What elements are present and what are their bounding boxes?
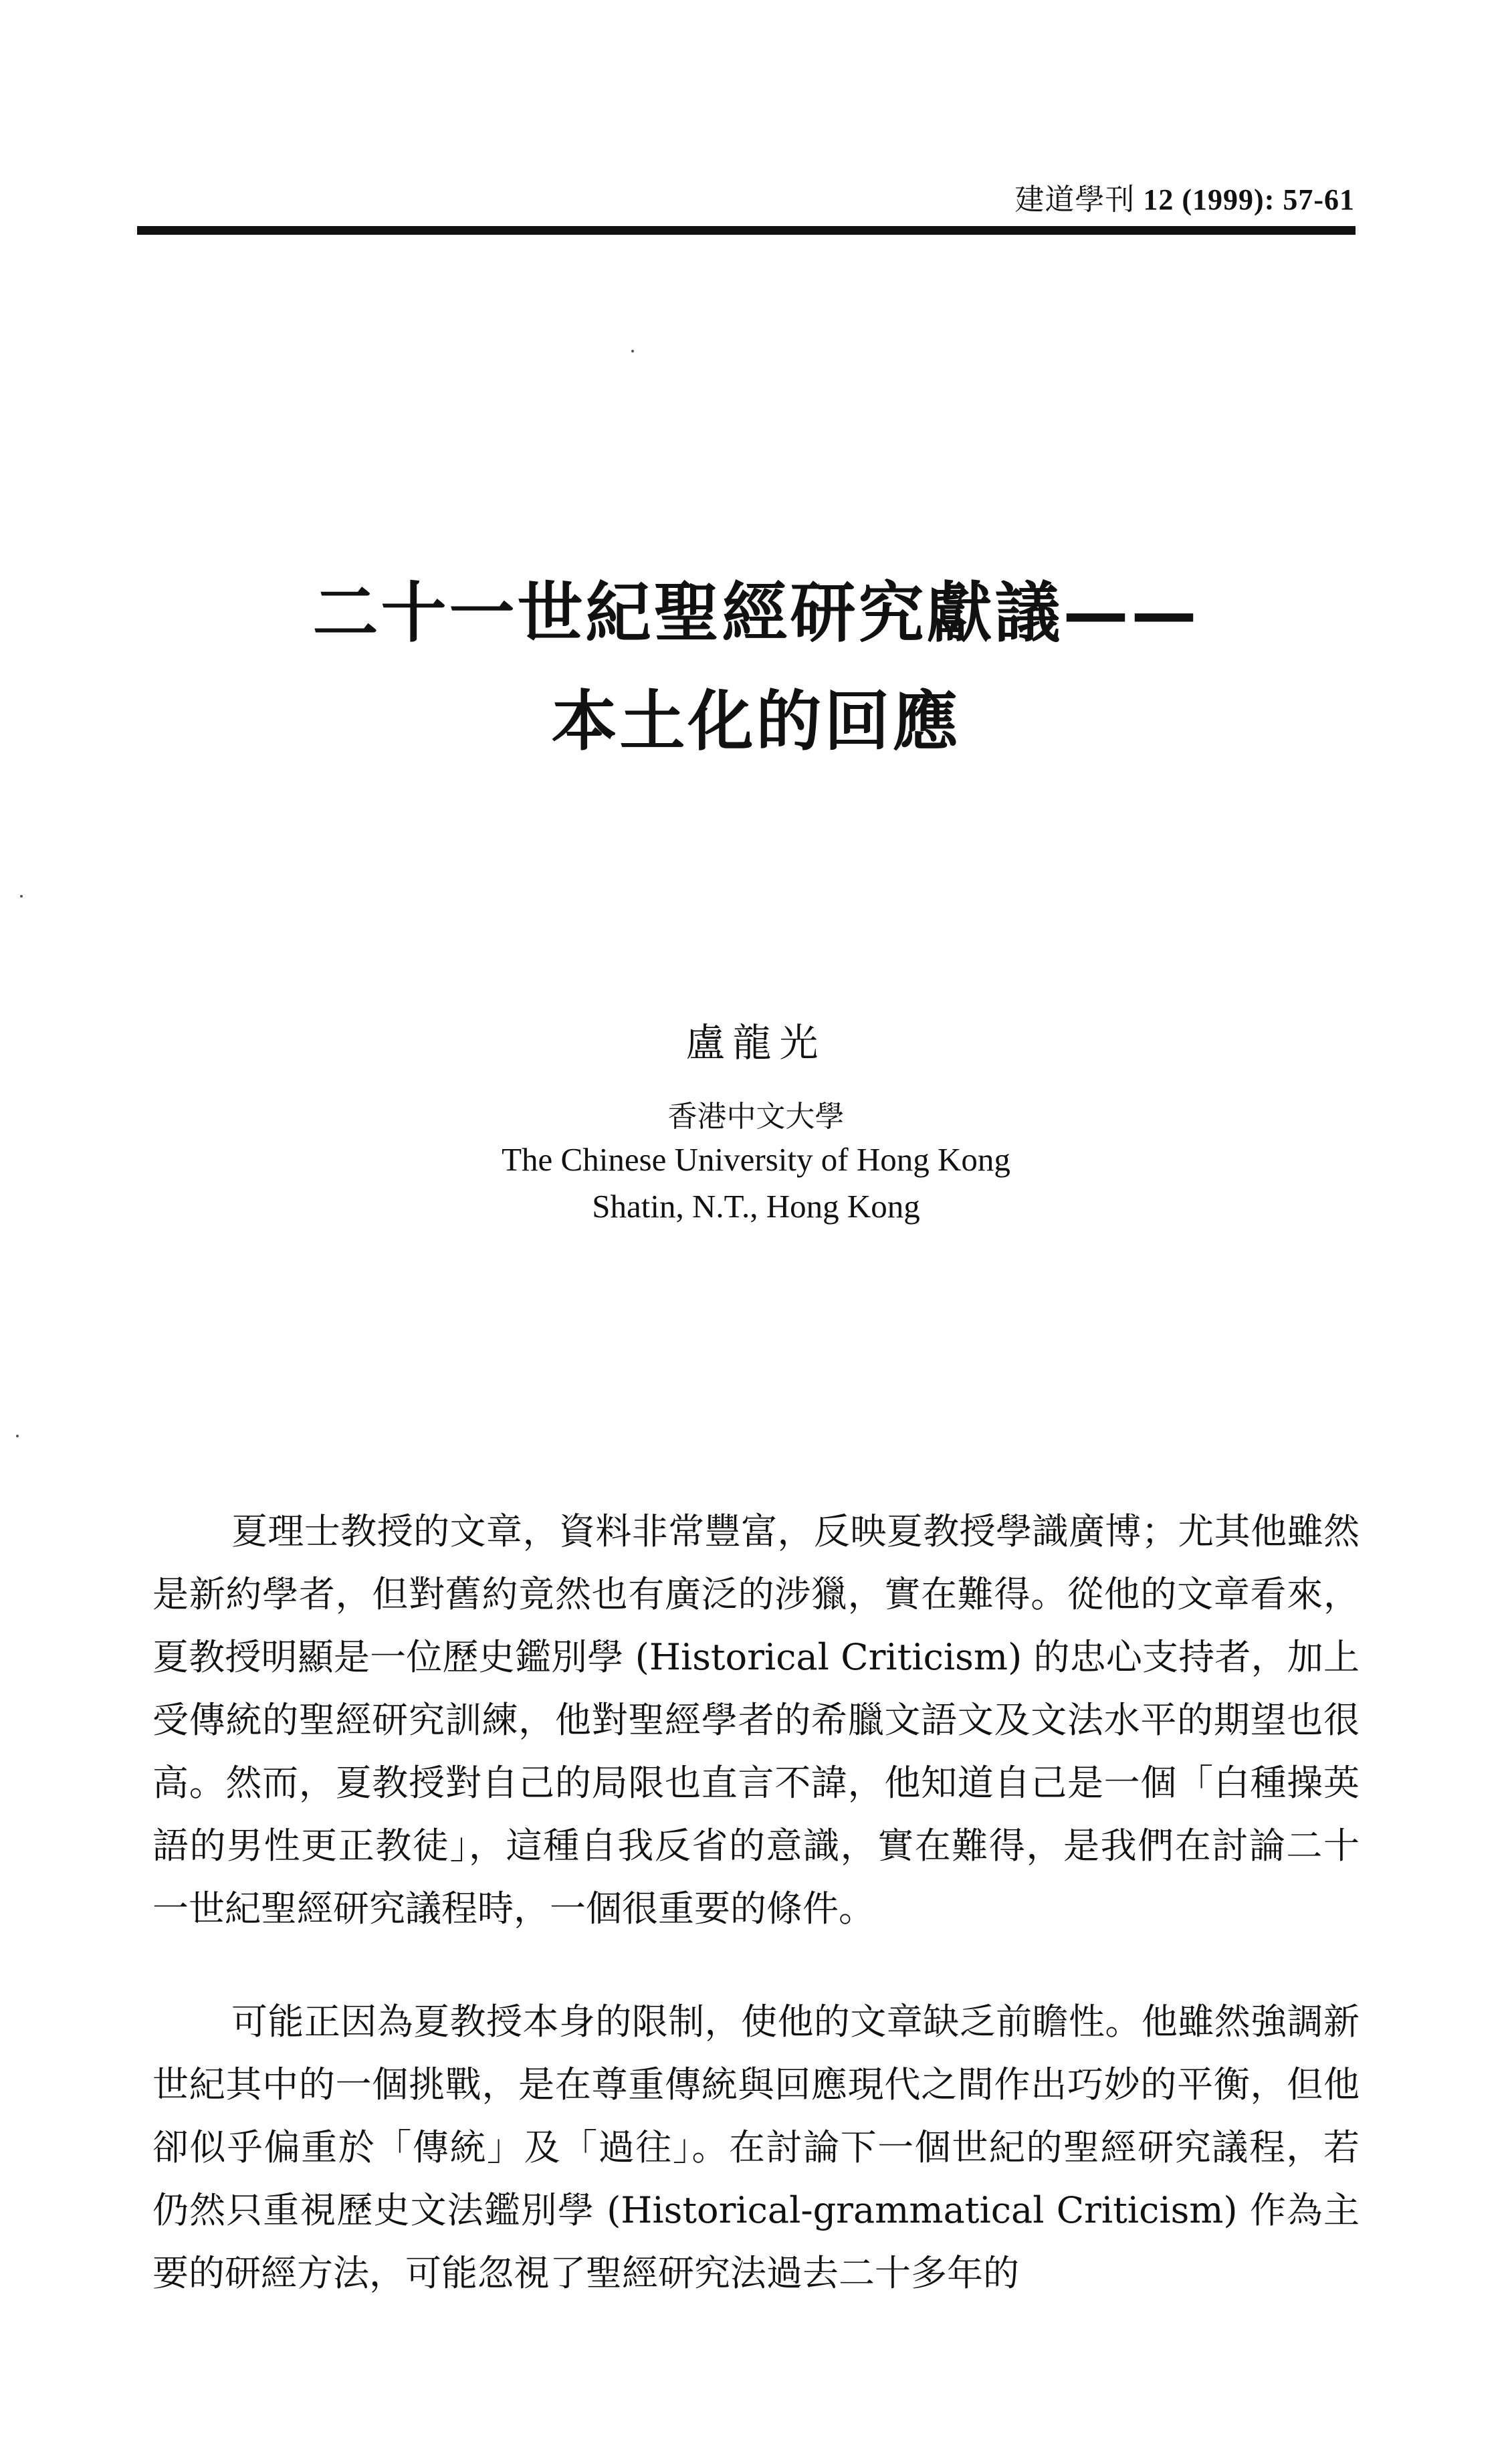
scan-speck bbox=[16, 1435, 19, 1437]
journal-name: 建道學刊 bbox=[1014, 183, 1136, 217]
body-paragraph-2: 可能正因為夏教授本身的限制，使他的文章缺乏前瞻性。他雖然強調新世紀其中的一個挑戰，是在尊重傳統與回應現代之間作出巧妙的平衡，但他卻似乎偏重於「傳統」及「過往」。在討論下一個世紀的聖經研究議程，若仍然只重視歷史文法鑑別學 (Historical-grammatical Criticism) 作為主要的研經方法，可能忽視了聖經研究法過去二十多年的 bbox=[152, 2001, 1360, 2294]
title-line-2: 本土化的回應 bbox=[551, 684, 961, 760]
header-rule bbox=[137, 226, 1356, 235]
body-paragraph-1: 夏理士教授的文章，資料非常豐富，反映夏教授學識廣博；尤其他雖然是新約學者，但對舊約竟然也有廣泛的涉獵，實在難得。從他的文章看來，夏教授明顯是一位歷史鑑別學 (Historical Criticism) 的忠心支持者，加上受傳統的聖經研究訓練，他對聖經學者的希臘文語文及文法水平的期望也很高。然而，夏教授對自己的局限也直言不諱，他知道自己是一個「白種操英語的男性更正教徒」，這種自我反省的意識，實在難得，是我們在討論二十一世紀聖經研究議程時，一個很重要的條件。 bbox=[152, 1510, 1360, 1930]
scan-speck bbox=[631, 350, 634, 352]
journal-citation: 12 (1999): 57-61 bbox=[1143, 183, 1355, 216]
running-header bbox=[1014, 175, 1355, 218]
affiliation-address: Shatin, N.T., Hong Kong bbox=[592, 1188, 920, 1225]
scan-speck bbox=[20, 895, 23, 898]
author-name: 盧龍光 bbox=[685, 1020, 827, 1065]
affiliation-english: The Chinese University of Hong Kong bbox=[502, 1141, 1010, 1178]
affiliation-chinese: 香港中文大學 bbox=[667, 1100, 845, 1134]
title-line-1: 二十一世紀聖經研究獻議—— bbox=[312, 575, 1200, 651]
